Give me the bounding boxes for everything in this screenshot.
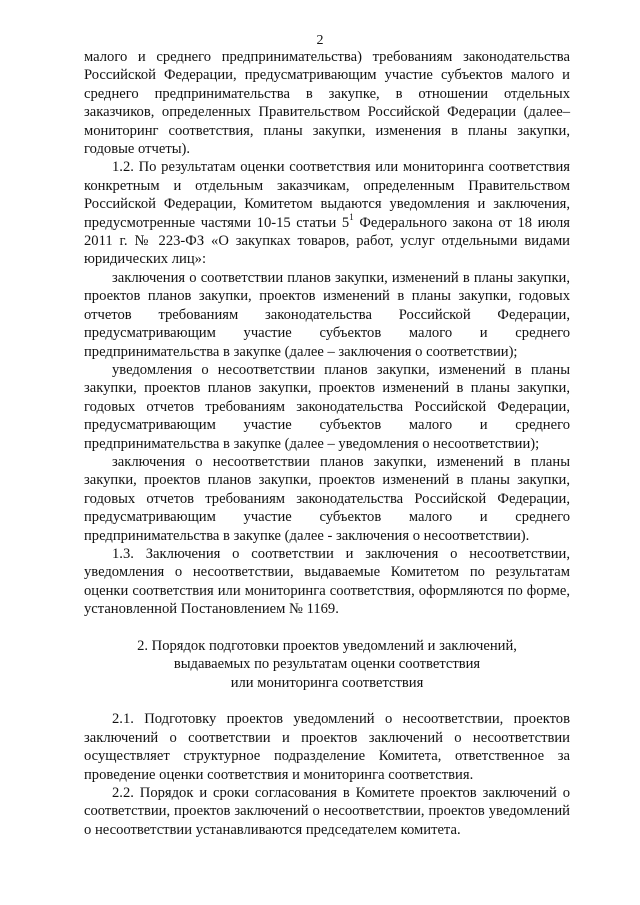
paragraph-2-2: 2.2. Порядок и сроки согласования в Комитете проектов заключений о соответствии, проектов заключений о несоответствии, проектов уведомлений о несоответствии устанавливаются председателем комитета.: [84, 785, 570, 838]
page-number: 2: [316, 33, 324, 48]
superscript-article-index: 1: [349, 211, 354, 222]
list-item-conclusions-noncompliance: заключения о несоответствии планов закупки, изменений в планы закупки, проектов планов закупки, проектов изменений в планы закупки, годовых отчетов требованиям законодательства Российской Федерации, предусматривающим участие субъектов малого и среднего предпринимательства в закупке (далее - заключения о несоответствии).: [84, 453, 570, 544]
paragraph-2-1: 2.1. Подготовку проектов уведомлений о несоответствии, проектов заключений о соответствии и проектов заключений о несоответствии осуществляет структурное подразделение Комитета, ответственное за проведение оценки соответствия и мониторинга соответствия.: [84, 711, 570, 783]
heading-line-3: или мониторинга соответствия: [230, 674, 424, 691]
paragraph-1-2-text-cont: Федерального закона от 18 июля 2011 г. № 223-ФЗ «О закупках товаров, работ, услуг отдельными видами юридических лиц»:: [84, 214, 571, 268]
paragraph-continuation: малого и среднего предпринимательства) требованиям законодательства Российской Федерации, предусматривающим участие субъектов малого и среднего предпринимательства в закупке, в отношении отдельных заказчиков, определенных Правительством Российской Федерации (далее– мониторинг соответствия, планы закупки, изменения в планы закупки, годовые отчеты).: [84, 49, 570, 158]
list-item-notices-noncompliance: уведомления о несоответствии планов закупки, изменений в планы закупки, проектов планов закупки, проектов изменений в планы закупки, годовых отчетов требованиям законодательства Российской Федерации, предусматривающим участие субъектов малого и среднего предпринимательства в закупке (далее – уведомления о несоответствии);: [84, 361, 570, 452]
list-item-conclusions-compliance: заключения о соответствии планов закупки, изменений в планы закупки, проектов планов закупки, проектов изменений в планы закупки, годовых отчетов требованиям законодательства Российской Федерации, предусматривающим участие субъектов малого и среднего предпринимательства в закупке (далее – заключения о соответствии);: [84, 269, 570, 360]
heading-line-1: 2. Порядок подготовки проектов уведомлений и заключений,: [137, 637, 517, 654]
paragraph-1-3: 1.3. Заключения о соответствии и заключения о несоответствии, уведомления о несоответствии, выдаваемые Комитетом по результатам оценки соответствия или мониторинга соответствия, оформляются по форме, установленной Постановлением № 1169.: [84, 545, 570, 618]
heading-line-2: выдаваемых по результатам оценки соответствия: [173, 656, 481, 673]
section-2-heading: [84, 637, 570, 693]
paragraph-1-2: [84, 158, 570, 268]
paragraph-1-2-text: 1.2. По результатам оценки соответствия или мониторинга соответствия конкретным и отдельным заказчикам, определенным Правительством Российской Федерации, Комитетом выдаются уведомления и заключения, предусмотренные частями 10-15 статьи 5: [84, 159, 570, 231]
document-body: [84, 48, 570, 839]
